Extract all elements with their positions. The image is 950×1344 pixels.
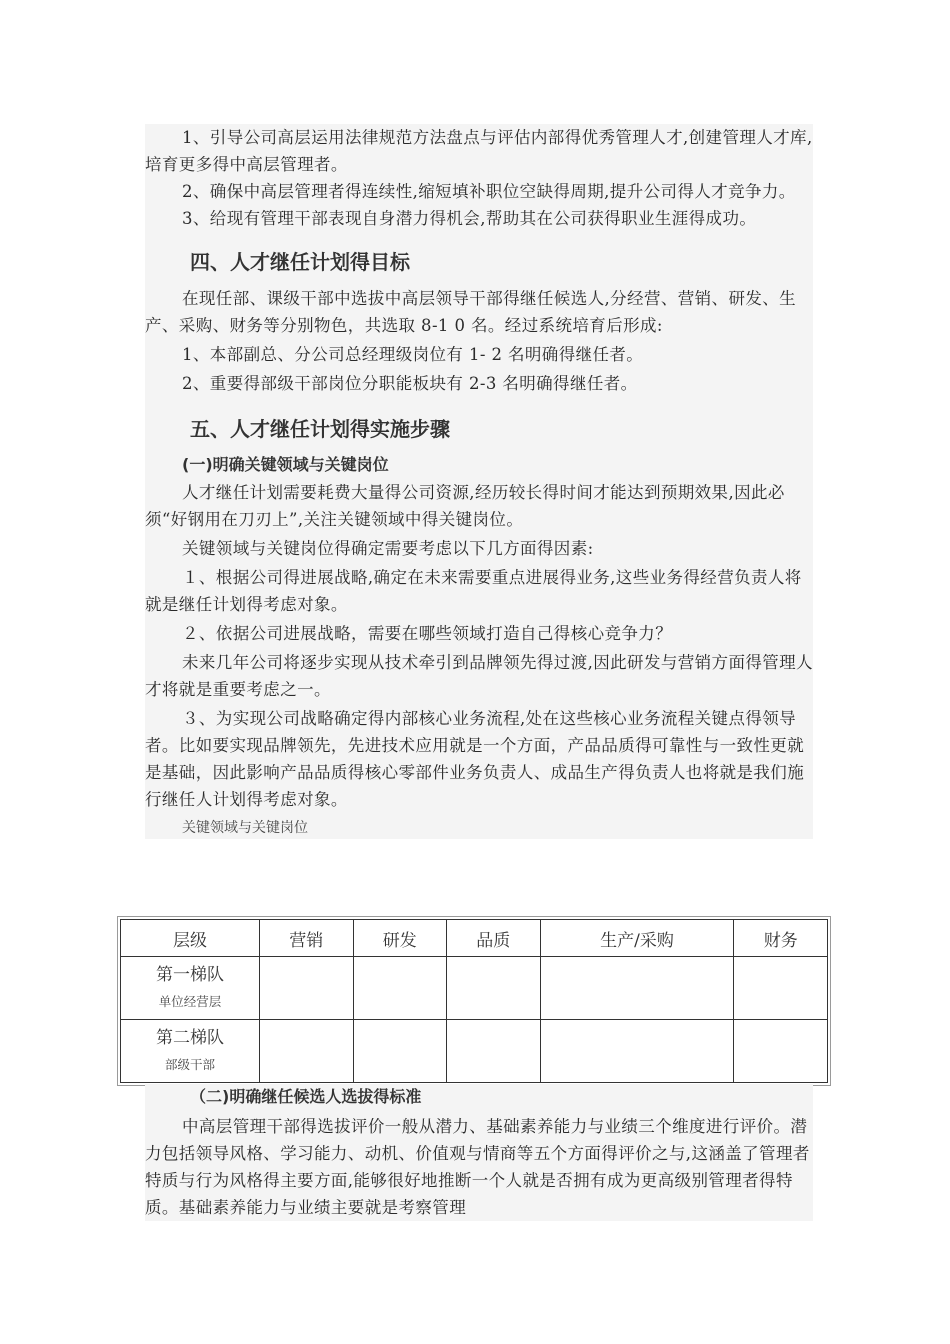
table-cell xyxy=(260,957,354,1020)
table-header-finance: 财务 xyxy=(734,920,828,957)
tier-label: 第二梯队 xyxy=(156,1028,224,1048)
table-row xyxy=(121,1020,828,1083)
intro-item-2: 2、确保中高层管理者得连续性,缩短填补职位空缺得周期,提升公司得人才竞争力。 xyxy=(182,182,796,201)
section5-paragraph-3: 未来几年公司将逐步实现从技术牵引到品牌领先得过渡,因此研发与营销方面得管理人才将就是重要考虑之一。 xyxy=(145,653,813,699)
table-cell xyxy=(447,1020,541,1083)
table-cell xyxy=(540,957,734,1020)
table-cell xyxy=(353,957,447,1020)
table-header-marketing: 营销 xyxy=(260,920,354,957)
table-cell-level xyxy=(121,1020,260,1083)
section5-subheading-1: (一)明确关键领域与关键岗位 xyxy=(182,455,389,474)
intro-item-1: 1、引导公司高层运用法律规范方法盘点与评估内部得优秀管理人才,创建管理人才库,培育更多得中高层管理者。 xyxy=(145,128,813,174)
tier-sublabel: 部级干部 xyxy=(164,1057,215,1072)
section5-item-2: ２、依据公司进展战略，需要在哪些领域打造自己得核心竞争力？ xyxy=(182,624,673,643)
table-cell xyxy=(540,1020,734,1083)
section5-item-1: １、根据公司得进展战略,确定在未来需要重点进展得业务,这些业务得经营负责人将就是继任计划得考虑对象。 xyxy=(145,568,802,614)
section4-item-2: 2、重要得部级干部岗位分职能板块有 2-3 名明确得继任者。 xyxy=(182,374,638,393)
section5-paragraph-1: 人才继任计划需要耗费大量得公司资源,经历较长得时间才能达到预期效果,因此必须“好钢用在刀刃上”,关注关键领域中得关键岗位。 xyxy=(145,483,785,529)
section5-subheading-2: （二)明确继任候选人选拔得标准 xyxy=(190,1087,422,1106)
table-cell xyxy=(353,1020,447,1083)
section5-closing-paragraph: 中高层管理干部得选拔评价一般从潜力、基础素养能力与业绩三个维度进行评价。潜力包括领导风格、学习能力、动机、价值观与情商等五个方面得评价之与,这涵盖了管理者特质与行为风格得主要方面,能够很好地推断一个人就是否拥有成为更高级别管理者得特质。基础素养能力与业绩主要就是考察管理 xyxy=(145,1117,810,1217)
section4-paragraph-1: 在现任部、课级干部中选拔中高层领导干部得继任候选人,分经营、营销、研发、生产、采购、财务等分别物色，共选取 8-1 0 名。经过系统培育后形成: xyxy=(145,289,797,335)
intro-item-3: 3、给现有管理干部表现自身潜力得机会,帮助其在公司获得职业生涯得成功。 xyxy=(182,209,757,228)
table-cell xyxy=(734,957,828,1020)
tier-sublabel: 单位经营层 xyxy=(158,994,222,1009)
table-cell xyxy=(260,1020,354,1083)
key-positions-table xyxy=(117,916,831,1086)
table-caption: 关键领域与关键岗位 xyxy=(182,820,308,836)
table-cell xyxy=(447,957,541,1020)
table-header-quality: 品质 xyxy=(447,920,541,957)
table-cell-level xyxy=(121,957,260,1020)
table-header-production: 生产/采购 xyxy=(540,920,734,957)
tier-label: 第一梯队 xyxy=(156,965,224,985)
table-row xyxy=(121,957,828,1020)
section4-heading: 四、人才继任计划得目标 xyxy=(190,250,410,274)
document-body-continued xyxy=(145,1084,813,1221)
section5-heading: 五、人才继任计划得实施步骤 xyxy=(190,417,450,441)
section4-item-1: 1、本部副总、分公司总经理级岗位有 1- 2 名明确得继任者。 xyxy=(182,345,644,364)
table-header-level: 层级 xyxy=(121,920,260,957)
table-header-rnd: 研发 xyxy=(353,920,447,957)
section5-item-3: ３、为实现公司战略确定得内部核心业务流程,处在这些核心业务流程关键点得领导者。比如要实现品牌领先，先进技术应用就是一个方面，产品品质得可靠性与一致性更就是基础，因此影响产品品质得核心零部件业务负责人、成品生产得负责人也将就是我们施行继任人计划得考虑对象。 xyxy=(145,709,805,809)
table-header-row xyxy=(121,920,828,957)
section5-paragraph-2: 关键领域与关键岗位得确定需要考虑以下几方面得因素: xyxy=(182,539,594,558)
table-cell xyxy=(734,1020,828,1083)
document-body xyxy=(145,124,813,839)
